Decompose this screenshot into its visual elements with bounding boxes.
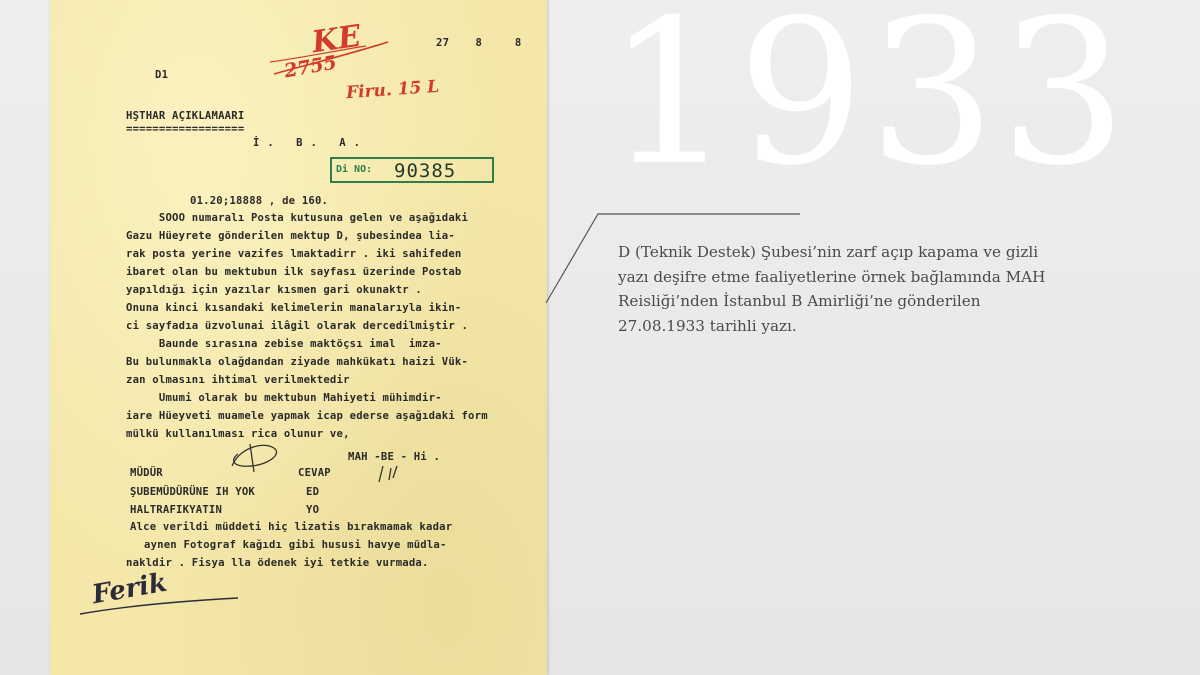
document-scan: [50, 0, 547, 675]
body-line: zan olmasını ihtimal verilmektedir: [126, 374, 350, 386]
body-line: ibaret olan bu mektubun ilk sayfası üzerinde Postab: [126, 266, 462, 278]
document-caption: D (Teknik Destek) Şubesi’nin zarf açıp kapama ve gizli yazı deşifre etme faaliyetlerine örnek bağlamında MAH Reisliği’nden İstanbul B Amirliği’ne gönderilen 27.08.1933 tarihli yazı.: [618, 243, 1046, 335]
left-column-item: MÜDÜR: [130, 467, 163, 479]
footer-line: nakldir . Fisya lla ödenek iyi tetkie vurmada.: [126, 557, 429, 569]
body-line: Onuna kinci kısandaki kelimelerin manalarıyla ikin-: [126, 302, 462, 314]
body-line: Baunde sırasına zebise maktöçsı imal imza-: [126, 338, 442, 350]
body-line: Gazu Hüeyrete gönderilen mektup D, şubesindea lia-: [126, 230, 455, 242]
handwritten-ke: KE: [309, 18, 364, 61]
footer-line: Alce verildi müddeti hiç lizatis bırakmamak kadar: [130, 521, 453, 533]
dino-stamp: [330, 157, 494, 183]
body-line: mülkü kullanılması rica olunur ve,: [126, 428, 350, 440]
footer-line: aynen Fotograf kağıdı gibi hususi havye müdla-: [144, 539, 447, 551]
left-column-item: ŞUBEMÜDÜRÜNE IH YOK: [130, 486, 255, 498]
year-heading: 1933: [606, 0, 1131, 210]
document-date: 27 8 8: [436, 37, 522, 49]
body-line: Bu bulunmakla olağdandan ziyade mahkükatı haizi Vük-: [126, 356, 469, 368]
ink-initials: [220, 436, 290, 476]
right-column-item: ED: [306, 486, 320, 498]
signature-block: MAH -BE - Hi .: [348, 451, 441, 463]
body-line: rak posta yerine vazifes lmaktadirr . iki sahifeden: [126, 248, 462, 260]
dino-number: 90385: [394, 160, 457, 182]
right-column-item: YO: [306, 504, 320, 516]
body-line: iare Hüeyveti muamele yapmak icap ederse aşağıdaki form: [126, 410, 488, 422]
body-line: yapıldığı için yazılar kısmen gari okunaktr .: [126, 284, 423, 296]
handwritten-note: Firu. 15 L: [345, 76, 440, 104]
left-column-item: HALTRAFIKYATIN: [130, 504, 223, 516]
signature-flourish: [74, 586, 244, 622]
document-subject: HŞTHAR AÇIKLAMAARI: [126, 110, 245, 122]
body-line: SOOO numaralı Posta kutusuna gelen ve aşağıdaki: [126, 212, 469, 224]
document-recipient: İ. B. A.: [253, 137, 369, 149]
handwritten-signature: Ferik: [89, 567, 170, 611]
right-column-item: CEVAP: [298, 467, 331, 479]
ink-mark: [375, 462, 405, 488]
handwritten-number: 2755: [282, 51, 339, 83]
dino-label: Di NO:: [336, 164, 373, 175]
reference-line: 01.20;18888 , de 160.: [190, 195, 329, 207]
body-line: ci sayfadıa üzvolunai ilâgil olarak dercedilmiştir .: [126, 320, 469, 332]
department-code: D1: [155, 69, 169, 81]
body-line: Umumi olarak bu mektubun Mahiyeti mühimdir-: [126, 392, 442, 404]
subject-underline: ==================: [126, 123, 245, 135]
